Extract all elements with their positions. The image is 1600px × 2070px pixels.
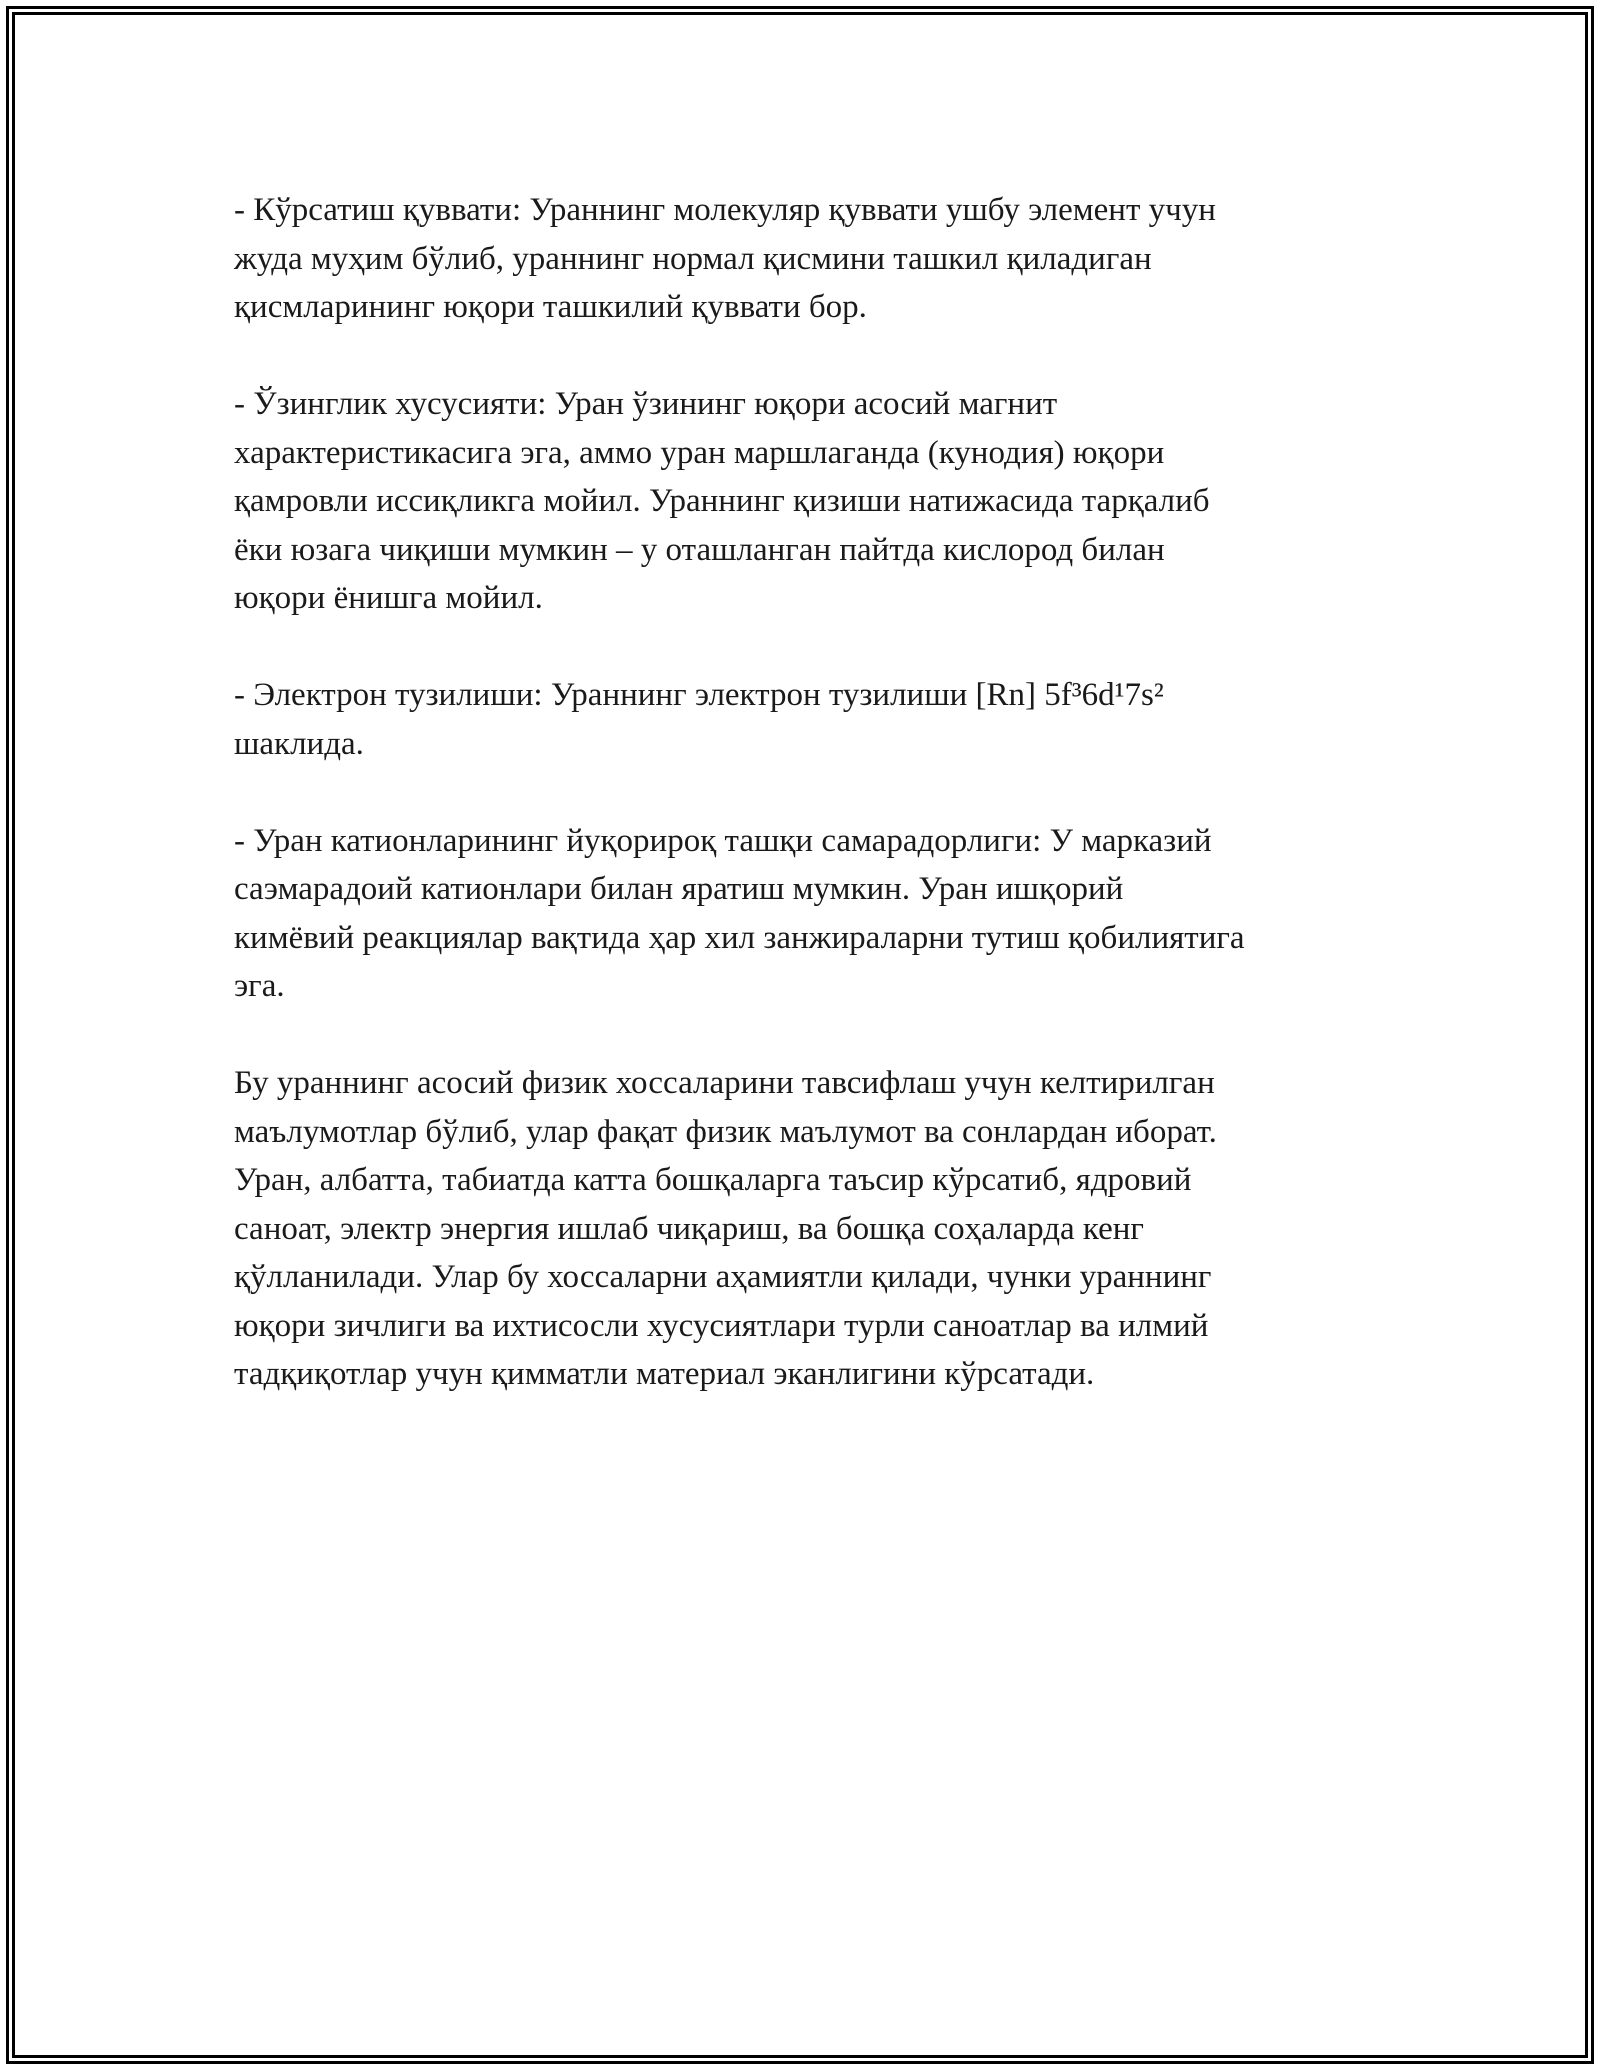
paragraph-self-properties: - Ўзинглик хусусияти: Уран ўзининг юқори асосий магнит характеристикасига эга, аммо уран маршлаганда (кунодия) юқори қамровли иссиқликга мойил. Ураннинг қизиши натижасида тарқалиб ёки юзага чиқиши мумкин – у оташланган пайтда кислород билан юқори ёнишга мойил. bbox=[234, 386, 1210, 616]
paragraph-cation-efficiency: - Уран катионларининг йуқорироқ ташқи самарадорлиги: У марказий саэмарадоий катионлари билан яратиш мумкин. Уран ишқорий кимёвий реакциялар вақтида ҳар хил занжираларни тутиш қобилиятига эга. bbox=[234, 822, 1245, 1004]
paragraph-display-power: - Кўрсатиш қуввати: Ураннинг молекуляр қуввати ушбу элемент учун жуда муҳим бўлиб, ураннинг нормал қисмини ташкил қиладиган қисмларининг юқори ташкилий қуввати бор. bbox=[234, 192, 1216, 325]
paragraph-electron-structure: - Электрон тузилиши: Ураннинг электрон тузилиши [Rn] 5f³6d¹7s² шаклида. bbox=[234, 677, 1164, 762]
document-body bbox=[234, 186, 1374, 1447]
paragraph-summary: Бу ураннинг асосий физик хоссаларини тавсифлаш учун келтирилган маълумотлар бўлиб, улар фақат физик маълумот ва сонлардан иборат. Уран, албатта, табиатда катта бошқаларга таъсир кўрсатиб, ядровий саноат, электр энергия ишлаб чиқариш, ва бошқа соҳаларда кенг қўлланилади. Улар бу хоссаларни аҳамиятли қилади, чунки ураннинг юқори зичлиги ва ихтисосли хусусиятлари турли саноатлар ва илмий тадқиқотлар учун қимматли материал эканлигини кўрсатади. bbox=[234, 1065, 1217, 1392]
